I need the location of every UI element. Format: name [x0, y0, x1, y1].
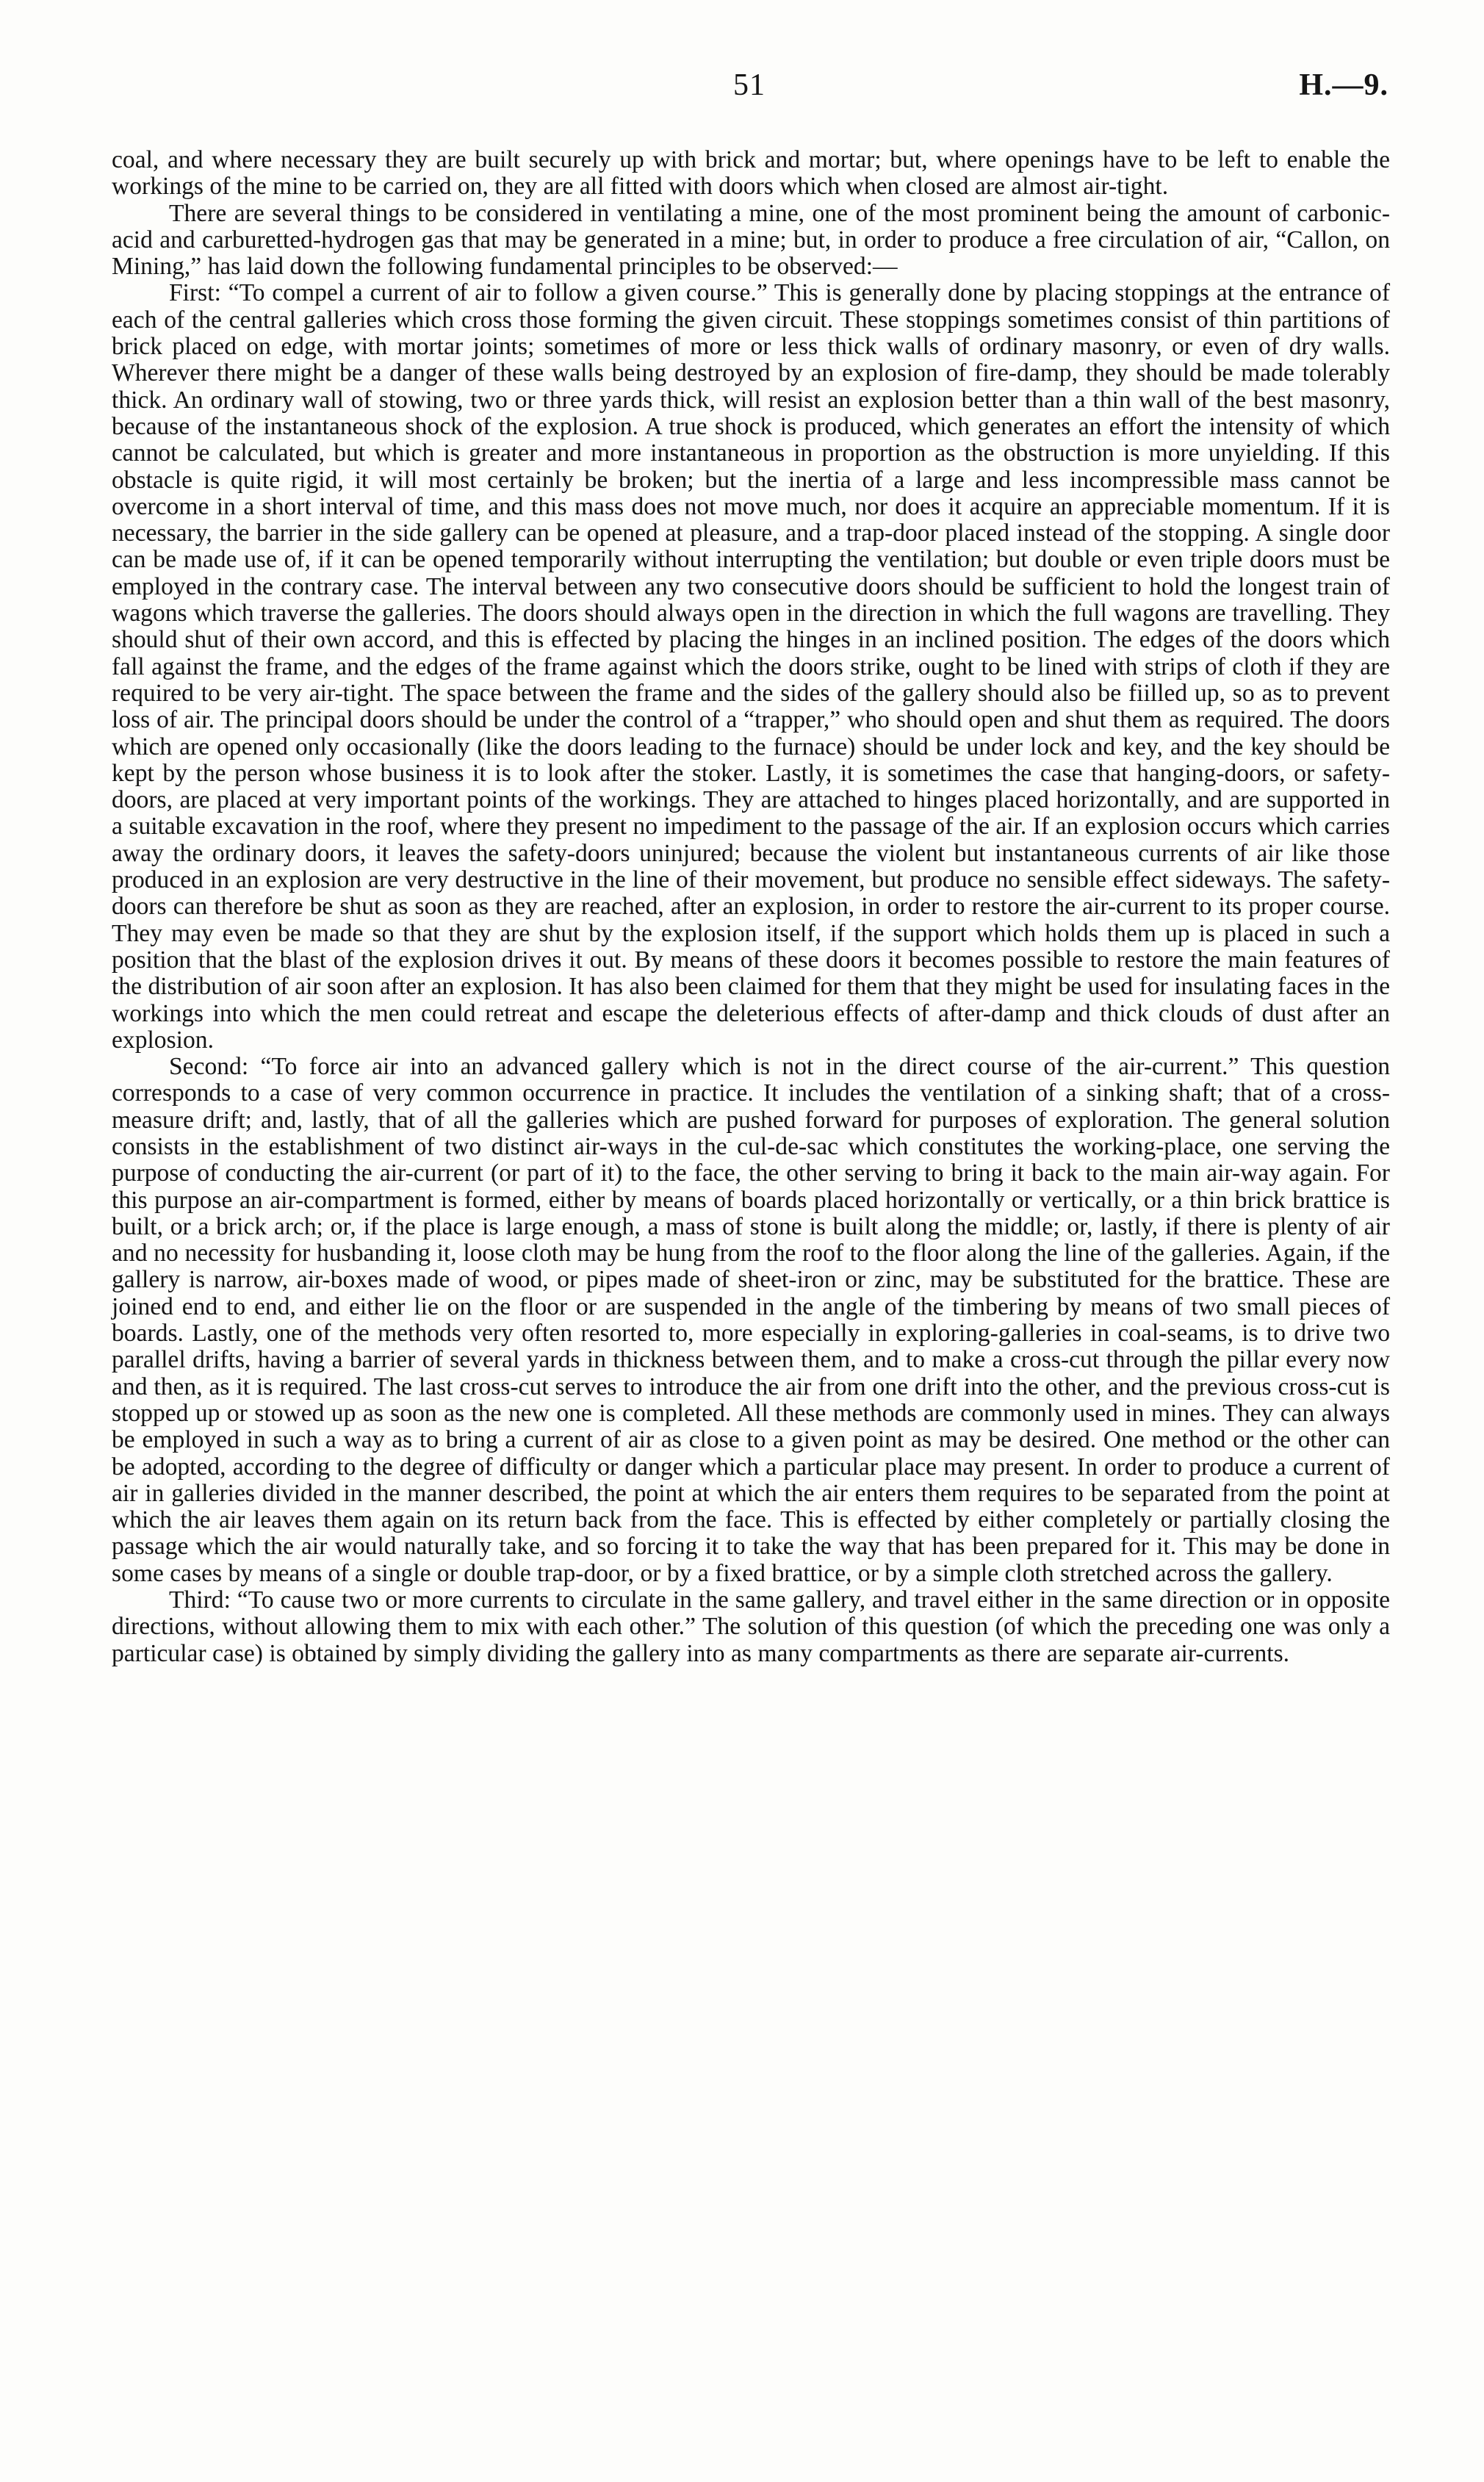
body-text	[112, 147, 1390, 1667]
page-number: 51	[733, 68, 766, 102]
document-reference: H.—9.	[1299, 68, 1388, 102]
paragraph-ventilation-intro: There are several things to be considered in ventilating a mine, one of the most prominent being the amount of carbonic-acid and carburetted-hydrogen gas that may be generated in a mine; but, in order to produce a free circulation of air, “Callon, on Mining,” has laid down the following fundamental principles to be observed:—	[112, 199, 1390, 281]
paragraph-first-principle: First: “To compel a current of air to follow a given course.” This is generally done by placing stoppings at the entrance of each of the central galleries which cross those forming the given circuit. These stoppings sometimes consist of thin partitions of brick placed on edge, with mortar joints; sometimes of more or less thick walls of ordinary masonry, or even of dry walls. Wherever there might be a danger of these walls being destroyed by an explosion of fire-damp, they should be made tolerably thick. An ordinary wall of stowing, two or three yards thick, will resist an explosion better than a thin wall of the best masonry, because of the instantaneous shock of the explosion. A true shock is produced, which generates an effort the intensity of which cannot be calculated, but which is greater and more instantaneous in proportion as the obstruction is more unyielding. If this obstacle is quite rigid, it will most certainly be broken; but the inertia of a large and less incompressible mass cannot be overcome in a short interval of time, and this mass does not move much, nor does it acquire an appreciable momentum. If it is necessary, the barrier in the side gallery can be opened at pleasure, and a trap-door placed instead of the stopping. A single door can be made use of, if it can be opened temporarily without interrupting the ventilation; but double or even triple doors must be employed in the contrary case. The interval between any two consecutive doors should be sufficient to hold the longest train of wagons which traverse the galleries. The doors should always open in the direction in which the full wagons are travelling. They should shut of their own accord, and this is effected by placing the hinges in an inclined position. The edges of the doors which fall against the frame, and the edges of the frame against which the doors strike, ought to be lined with strips of cloth if they are required to be very air-tight. The space between the frame and the sides of the gallery should also be fiilled up, so as to prevent loss of air. The principal doors should be under the control of a “trapper,” who should open and shut them as required. The doors which are opened only occasionally (like the doors leading to the furnace) should be under lock and key, and the key should be kept by the person whose business it is to look after the stoker. Lastly, it is sometimes the case that hanging-doors, or safety-doors, are placed at very important points of the workings. They are attached to hinges placed horizontally, and are supported in a suitable excavation in the roof, where they present no impediment to the passage of the air. If an explosion occurs which carries away the ordinary doors, it leaves the safety-doors uninjured; because the violent but instantaneous currents of air like those produced in an explosion are very destructive in the line of their movement, but produce no sensible effect sideways. The safety-doors can therefore be shut as soon as they are reached, after an explosion, in order to restore the air-current to its proper course. They may even be made so that they are shut by the explosion itself, if the support which holds them up is placed in such a position that the blast of the explosion drives it out. By means of these doors it becomes possible to restore the main features of the distribution of air soon after an explosion. It has also been claimed for them that they might be used for insulating faces in the workings into which the men could retreat and escape the deleterious effects of after-damp and thick clouds of dust after an explosion.	[112, 279, 1390, 1054]
page-header	[110, 68, 1388, 112]
paragraph-third-principle: Third: “To cause two or more currents to circulate in the same gallery, and travel either in the same direction or in opposite directions, without allowing them to mix with each other.” The solution of this question (of which the preceding one was only a particular case) is obtained by simply dividing the gallery into as many compartments as there are separate air-currents.	[112, 1586, 1390, 1667]
paragraph-continuation: coal, and where necessary they are built securely up with brick and mortar; but, where openings have to be left to enable the workings of the mine to be carried on, they are all fitted with doors which when closed are almost air-tight.	[112, 146, 1390, 201]
paragraph-second-principle: Second: “To force air into an advanced gallery which is not in the direct course of the air-current.” This question corresponds to a case of very common occurrence in practice. It includes the ventilation of a sinking shaft; that of a cross-measure drift; and, lastly, that of all the galleries which are pushed forward for purposes of exploration. The general solution consists in the establishment of two distinct air-ways in the cul-de-sac which constitutes the working-place, one serving the purpose of conducting the air-current (or part of it) to the face, the other serving to bring it back to the main air-way again. For this purpose an air-compartment is formed, either by means of boards placed horizontally or vertically, or a thin brick brattice is built, or a brick arch; or, if the place is large enough, a mass of stone is built along the middle; or, lastly, if there is plenty of air and no necessity for husbanding it, loose cloth may be hung from the roof to the floor along the line of the galleries. Again, if the gallery is narrow, air-boxes made of wood, or pipes made of sheet-iron or zinc, may be substituted for the brattice. These are joined end to end, and either lie on the floor or are suspended in the angle of the timbering by means of two small pieces of boards. Lastly, one of the methods very often resorted to, more especially in exploring-galleries in coal-seams, is to drive two parallel drifts, having a barrier of several yards in thickness between them, and to make a cross-cut through the pillar every now and then, as it is required. The last cross-cut serves to introduce the air from one drift into the other, and the previous cross-cut is stopped up or stowed up as soon as the new one is completed. All these methods are commonly used in mines. They can always be employed in such a way as to bring a current of air as close to a given point as may be desired. One method or the other can be adopted, according to the degree of difficulty or danger which a particular place may present. In order to produce a current of air in galleries divided in the manner described, the point at which the air enters them requires to be separated from the point at which the air leaves them again on its return back from the face. This is effected by either completely or partially closing the passage which the air would naturally take, and so forcing it to take the way that has been prepared for it. This may be done in some cases by means of a single or double trap-door, or by a fixed brattice, or by a simple cloth stretched across the gallery.	[112, 1053, 1390, 1587]
